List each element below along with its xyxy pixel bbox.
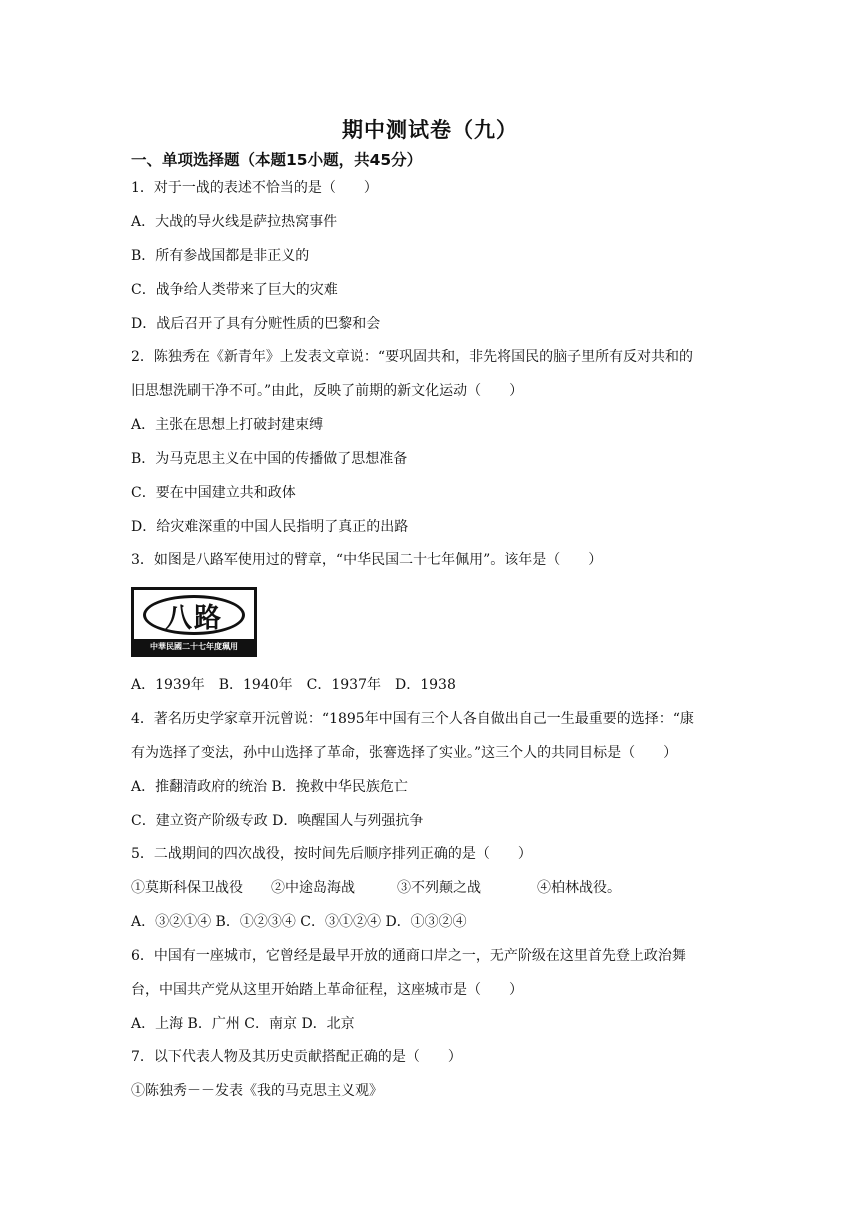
q4-options-ab: A．推翻清政府的统治 B．挽救中华民族危亡 (131, 779, 408, 795)
section-heading: 一、单项选择题（本题15小题，共45分） (131, 151, 423, 169)
q3-options: A．1939年 B．1940年 C．1937年 D．1938 (131, 677, 456, 693)
question-7: 7．以下代表人物及其历史贡献搭配正确的是（ ） (131, 1049, 462, 1065)
q2-option-c: C．要在中国建立共和政体 (131, 485, 296, 501)
question-4: 4．著名历史学家章开沅曾说：“1895年中国有三个人各自做出自己一生最重要的选择：“康 (131, 711, 694, 727)
q1-option-d: D．战后召开了具有分赃性质的巴黎和会 (131, 316, 381, 332)
question-3: 3．如图是八路军使用过的臂章，“中华民国二十七年佩用”。该年是（ ） (131, 552, 603, 568)
armband-main-text: 八路 (143, 595, 245, 635)
question-5: 5．二战期间的四次战役，按时间先后顺序排列正确的是（ ） (131, 846, 532, 862)
armband-band-text: 中華民國二十七年度珮用 (134, 639, 254, 654)
q2-option-d: D．给灾难深重的中国人民指明了真正的出路 (131, 519, 409, 535)
question-2: 2．陈独秀在《新青年》上发表文章说：“要巩固共和，非先将国民的脑子里所有反对共和的 (131, 349, 694, 365)
q6-options: A．上海 B．广州 C．南京 D．北京 (131, 1016, 355, 1032)
question-2-cont: 旧思想洗刷干净不可。”由此，反映了前期的新文化运动（ ） (131, 383, 524, 399)
question-1: 1．对于一战的表述不恰当的是（ ） (131, 180, 378, 196)
q4-options-cd: C．建立资产阶级专政 D．唤醒国人与列强抗争 (131, 813, 424, 829)
q1-option-a: A．大战的导火线是萨拉热窝事件 (131, 214, 338, 230)
q5-options: A．③②①④ B．①②③④ C．③①②④ D．①③②④ (131, 914, 467, 930)
page-title: 期中测试卷（九） (342, 118, 518, 142)
q7-item-1: ①陈独秀－－发表《我的马克思主义观》 (131, 1083, 383, 1099)
q1-option-c: C．战争给人类带来了巨大的灾难 (131, 282, 338, 298)
q2-option-a: A．主张在思想上打破封建束缚 (131, 417, 324, 433)
question-5-items: ①莫斯科保卫战役 ②中途岛海战 ③不列颠之战 ④柏林战役。 (131, 880, 621, 896)
question-6: 6．中国有一座城市，它曾经是最早开放的通商口岸之一，无产阶级在这里首先登上政治舞 (131, 948, 686, 964)
q1-option-b: B．所有参战国都是非正义的 (131, 248, 310, 264)
q2-option-b: B．为马克思主义在中国的传播做了思想准备 (131, 451, 408, 467)
question-6-cont: 台，中国共产党从这里开始踏上革命征程，这座城市是（ ） (131, 982, 523, 998)
question-4-cont: 有为选择了变法，孙中山选择了革命，张謇选择了实业。”这三个人的共同目标是（ ） (131, 745, 678, 761)
armband-image (131, 587, 257, 657)
